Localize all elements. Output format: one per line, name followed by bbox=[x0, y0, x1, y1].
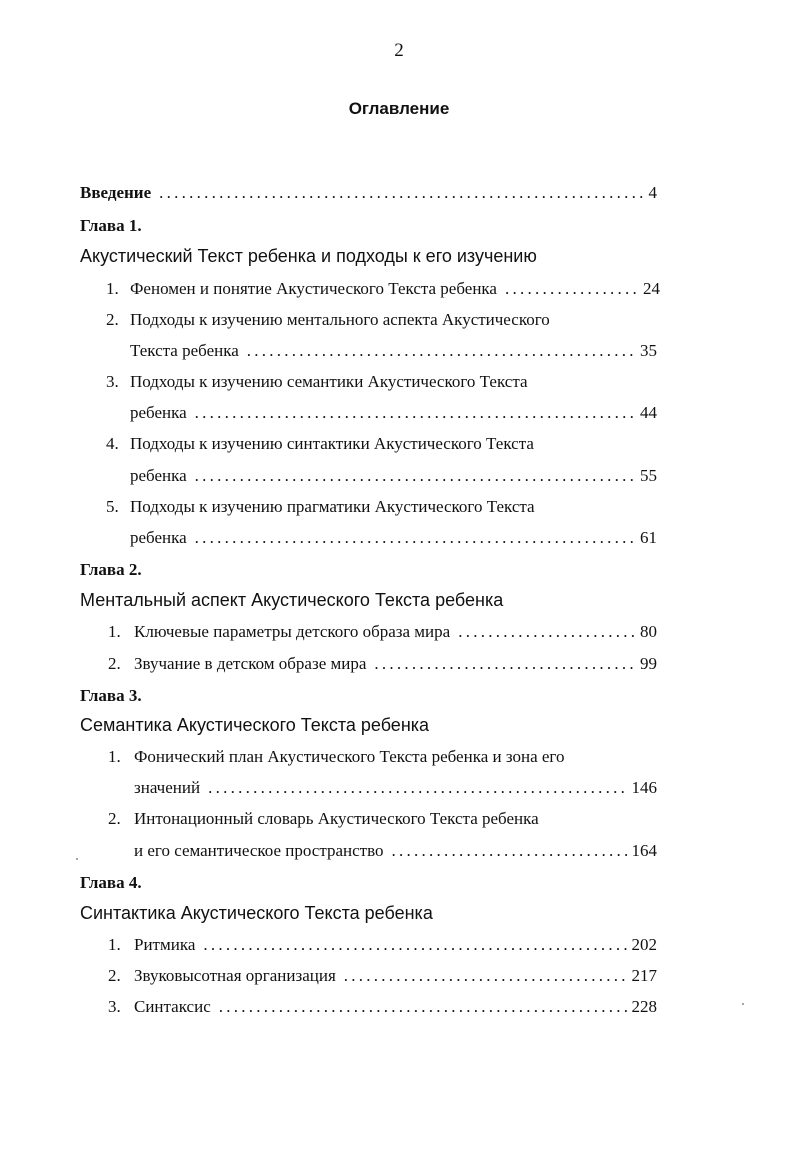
section-title: Подходы к изучению семантики Акустического Текста bbox=[130, 372, 528, 391]
dot-leader bbox=[505, 279, 639, 299]
dot-leader bbox=[195, 466, 636, 486]
toc-entry-intro[interactable] bbox=[80, 183, 657, 203]
section-title-cont: ребенка bbox=[130, 403, 187, 422]
section-title-cont: Текста ребенка bbox=[130, 341, 239, 360]
chapter-title-3: Семантика Акустического Текста ребенка bbox=[80, 715, 430, 735]
section-number: 1. bbox=[108, 622, 121, 641]
page-ref: 202 bbox=[631, 935, 657, 954]
toc-entry-1-3-line1[interactable] bbox=[106, 372, 528, 392]
section-number: 1. bbox=[106, 279, 119, 298]
section-number: 2. bbox=[106, 310, 119, 329]
section-number: 1. bbox=[108, 935, 121, 954]
section-title: Ритмика bbox=[134, 935, 196, 954]
page-ref: 80 bbox=[640, 622, 657, 641]
dot-leader bbox=[203, 935, 627, 955]
chapter-heading-2: Глава 2. bbox=[80, 560, 142, 579]
chapter-heading-3: Глава 3. bbox=[80, 686, 142, 705]
scan-speck bbox=[742, 1003, 744, 1005]
chapter-heading-1: Глава 1. bbox=[80, 216, 142, 235]
dot-leader bbox=[219, 997, 628, 1017]
page-ref: 24 bbox=[643, 279, 660, 298]
intro-label: Введение bbox=[80, 183, 152, 202]
toc-entry-1-4-line2[interactable] bbox=[130, 466, 657, 486]
page-ref: 164 bbox=[631, 841, 657, 860]
dot-leader bbox=[247, 341, 636, 361]
section-title: Подходы к изучению прагматики Акустического Текста bbox=[130, 497, 535, 516]
page-ref: 55 bbox=[640, 466, 657, 485]
section-title: Подходы к изучению ментального аспекта Акустического bbox=[130, 310, 550, 329]
scan-speck bbox=[76, 858, 78, 860]
dot-leader bbox=[374, 654, 636, 674]
toc-entry-4-1[interactable] bbox=[108, 935, 657, 955]
page-ref: 44 bbox=[640, 403, 657, 422]
toc-entry-3-1-line2[interactable] bbox=[134, 778, 657, 798]
page-ref: 146 bbox=[631, 778, 657, 797]
section-title: Ключевые параметры детского образа мира bbox=[134, 622, 451, 641]
toc-entry-3-2-line1[interactable] bbox=[108, 809, 539, 829]
page-number: 2 bbox=[394, 40, 404, 61]
section-number: 2. bbox=[108, 809, 121, 828]
section-title-cont: и его семантическое пространство bbox=[134, 841, 384, 860]
dot-leader bbox=[159, 183, 644, 203]
toc-entry-2-1[interactable] bbox=[108, 622, 657, 642]
toc-entry-1-4-line1[interactable] bbox=[106, 434, 534, 454]
section-title-cont: ребенка bbox=[130, 528, 187, 547]
dot-leader bbox=[392, 841, 628, 861]
dot-leader bbox=[208, 778, 627, 798]
section-title: Фонический план Акустического Текста ребенка и зона его bbox=[134, 747, 565, 766]
page-ref: 4 bbox=[648, 183, 657, 202]
toc-entry-2-2[interactable] bbox=[108, 654, 657, 674]
section-title: Феномен и понятие Акустического Текста ребенка bbox=[130, 279, 497, 298]
section-title: Подходы к изучению синтактики Акустического Текста bbox=[130, 434, 534, 453]
section-number: 5. bbox=[106, 497, 119, 516]
section-title: Интонационный словарь Акустического Текста ребенка bbox=[134, 809, 539, 828]
toc-entry-4-2[interactable] bbox=[108, 966, 657, 986]
dot-leader bbox=[344, 966, 628, 986]
section-title-cont: ребенка bbox=[130, 466, 187, 485]
page-ref: 228 bbox=[631, 997, 657, 1016]
section-number: 2. bbox=[108, 654, 121, 673]
section-number: 3. bbox=[106, 372, 119, 391]
section-title: Звуковысотная организация bbox=[134, 966, 336, 985]
chapter-title-1: Акустический Текст ребенка и подходы к его изучению bbox=[80, 246, 537, 266]
chapter-title-2: Ментальный аспект Акустического Текста ребенка bbox=[80, 590, 504, 610]
toc-entry-1-3-line2[interactable] bbox=[130, 403, 657, 423]
toc-entry-1-1[interactable] bbox=[106, 279, 660, 299]
section-title: Синтаксис bbox=[134, 997, 211, 1016]
section-title: Звучание в детском образе мира bbox=[134, 654, 367, 673]
toc-entry-1-2-line1[interactable] bbox=[106, 310, 550, 330]
toc-entry-1-5-line2[interactable] bbox=[130, 528, 657, 548]
page-ref: 61 bbox=[640, 528, 657, 547]
page-ref: 217 bbox=[631, 966, 657, 985]
toc-title: Оглавление bbox=[348, 99, 450, 118]
chapter-title-4: Синтактика Акустического Текста ребенка bbox=[80, 903, 433, 923]
toc-entry-1-5-line1[interactable] bbox=[106, 497, 535, 517]
dot-leader bbox=[458, 622, 636, 642]
dot-leader bbox=[195, 528, 636, 548]
section-number: 4. bbox=[106, 434, 119, 453]
toc-entry-3-1-line1[interactable] bbox=[108, 747, 564, 767]
toc-entry-1-2-line2[interactable] bbox=[130, 341, 657, 361]
chapter-heading-4: Глава 4. bbox=[80, 873, 142, 892]
dot-leader bbox=[195, 403, 636, 423]
section-title-cont: значений bbox=[134, 778, 201, 797]
page-ref: 35 bbox=[640, 341, 657, 360]
toc-entry-3-2-line2[interactable] bbox=[134, 841, 657, 861]
page-ref: 99 bbox=[640, 654, 657, 673]
section-number: 1. bbox=[108, 747, 121, 766]
section-number: 2. bbox=[108, 966, 121, 985]
toc-entry-4-3[interactable] bbox=[108, 997, 657, 1017]
section-number: 3. bbox=[108, 997, 121, 1016]
